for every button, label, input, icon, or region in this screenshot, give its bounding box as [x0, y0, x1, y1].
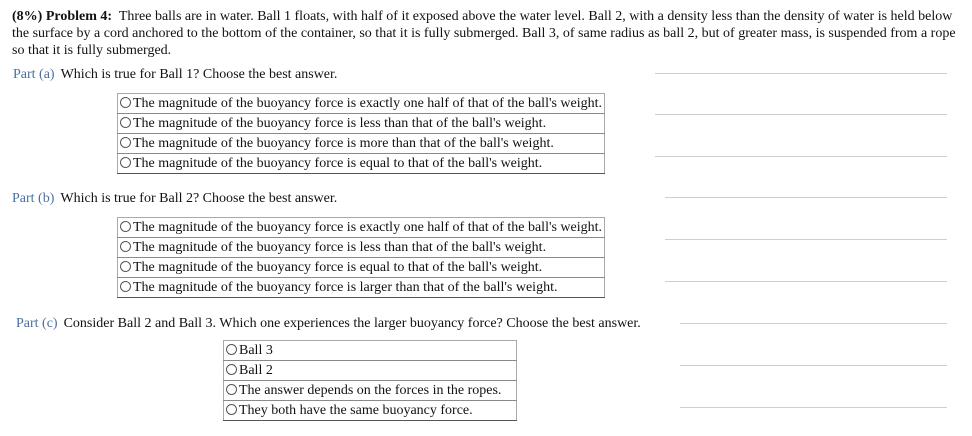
- radio-button[interactable]: [226, 344, 237, 355]
- part-c-label: Part (c): [16, 316, 58, 331]
- part-a-option-2[interactable]: [118, 114, 605, 134]
- part-c-option-1[interactable]: [224, 341, 517, 361]
- part-c-option-2[interactable]: [224, 361, 517, 381]
- part-b-option-1[interactable]: [118, 218, 605, 238]
- part-a-option-4[interactable]: [118, 154, 605, 174]
- part-c-option-4[interactable]: [224, 401, 517, 421]
- divider: [665, 281, 947, 282]
- part-b-option-2[interactable]: [118, 238, 605, 258]
- divider: [655, 114, 947, 115]
- part-c-options: [223, 340, 517, 421]
- problem-statement: [12, 8, 962, 59]
- part-c-question: [16, 315, 641, 333]
- problem-heading: (8%) Problem 4:: [12, 9, 113, 24]
- option-text: The magnitude of the buoyancy force is equal to that of the ball's weight.: [133, 155, 543, 171]
- option-text: The answer depends on the forces in the ropes.: [239, 382, 502, 398]
- option-text: The magnitude of the buoyancy force is equal to that of the ball's weight.: [133, 259, 543, 275]
- part-b-question: [12, 190, 337, 208]
- part-b-option-4[interactable]: [118, 278, 605, 298]
- divider: [665, 197, 947, 198]
- option-text: The magnitude of the buoyancy force is exactly one half of that of the ball's weight.: [133, 95, 603, 111]
- radio-button[interactable]: [120, 137, 131, 148]
- option-text: The magnitude of the buoyancy force is less than that of the ball's weight.: [133, 239, 547, 255]
- radio-button[interactable]: [120, 281, 131, 292]
- option-text: Ball 2: [239, 362, 273, 378]
- part-b-label: Part (b): [12, 191, 55, 206]
- option-text: The magnitude of the buoyancy force is less than that of the ball's weight.: [133, 115, 547, 131]
- part-c-option-3[interactable]: [224, 381, 517, 401]
- option-text: The magnitude of the buoyancy force is exactly one half of that of the ball's weight.: [133, 219, 603, 235]
- option-text: They both have the same buoyancy force.: [239, 402, 473, 418]
- divider: [680, 365, 947, 366]
- part-b-text: Which is true for Ball 2? Choose the best answer.: [60, 191, 338, 206]
- part-a-text: Which is true for Ball 1? Choose the best answer.: [60, 67, 338, 82]
- radio-button[interactable]: [120, 157, 131, 168]
- divider: [665, 239, 947, 240]
- part-b-option-3[interactable]: [118, 258, 605, 278]
- radio-button[interactable]: [226, 384, 237, 395]
- option-text: The magnitude of the buoyancy force is more than that of the ball's weight.: [133, 135, 554, 151]
- divider: [655, 73, 947, 74]
- radio-button[interactable]: [120, 117, 131, 128]
- part-c-text: Consider Ball 2 and Ball 3. Which one experiences the larger buoyancy force? Choose the best answer.: [63, 316, 641, 331]
- part-a-label: Part (a): [13, 67, 55, 82]
- radio-button[interactable]: [226, 364, 237, 375]
- divider: [680, 407, 947, 408]
- radio-button[interactable]: [120, 241, 131, 252]
- problem-text: Three balls are in water. Ball 1 floats, with half of it exposed above the water level. Ball 2, with a density less than the density of water is held below the surface by a cord anchored to the bottom of the container, so that it is fully submerged. Ball 3, of same radius as ball 2, but of greater mass, is suspended from a rope so that it is fully submerged.: [12, 9, 956, 58]
- radio-button[interactable]: [120, 261, 131, 272]
- part-a-options: [117, 93, 605, 174]
- part-a-option-3[interactable]: [118, 134, 605, 154]
- radio-button[interactable]: [226, 404, 237, 415]
- option-text: Ball 3: [239, 342, 273, 358]
- divider: [680, 323, 947, 324]
- radio-button[interactable]: [120, 97, 131, 108]
- part-a-question: [13, 66, 337, 84]
- divider: [655, 156, 947, 157]
- part-a-option-1[interactable]: [118, 94, 605, 114]
- option-text: The magnitude of the buoyancy force is larger than that of the ball's weight.: [133, 279, 558, 295]
- part-b-options: [117, 217, 605, 298]
- radio-button[interactable]: [120, 221, 131, 232]
